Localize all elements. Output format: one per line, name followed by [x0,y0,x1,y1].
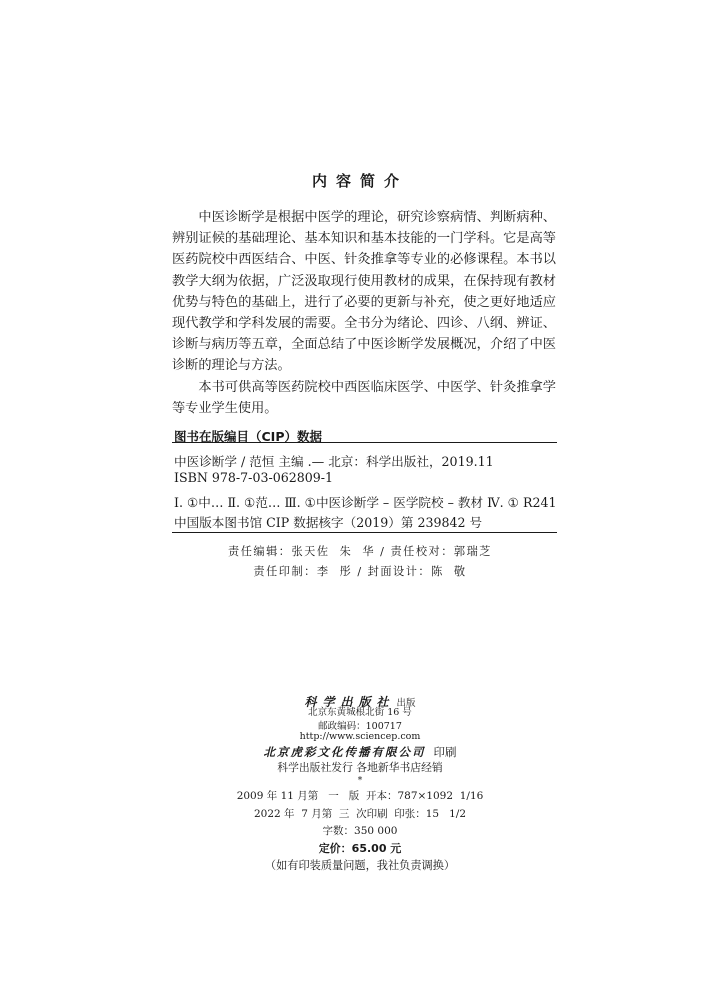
editor-credits: 责任编辑：张天佐 朱 华 / 责任校对：郭瑞芝 [228,545,492,558]
printing-line: 2022 年 7 月第 三 次印刷 印张：15 1/2 [253,808,467,820]
cip-line: 中医诊断学 / 范恒 主编 .— 北京：科学出版社，2019.11 [174,454,494,469]
cip-record-number: 中国版本图书馆 CIP 数据核字（2019）第 239842 号 [174,515,483,530]
cip-bottom-rule [172,532,557,533]
quality-notice: （如有印装质量问题，我社负责调换） [264,859,456,872]
cip-title: 图书在版编目（CIP）数据 [174,429,322,444]
publisher-url: http://www.sciencep.com [299,731,421,742]
summary-body [172,207,556,419]
cip-isbn: ISBN 978-7-03-062809-1 [174,470,334,485]
separator-star: * [357,776,363,786]
publisher-address: 北京东黄城根北街 16 号 [308,707,412,718]
printer-line [0,741,720,760]
printer-name: 北京虎彩文化传播有限公司 [263,745,426,759]
word-count: 字数：350 000 [322,825,398,837]
price: 定价：65.00 元 [318,842,402,855]
production-credits: 责任印制：李 彤 / 封面设计：陈 敬 [253,565,467,578]
summary-title: 内容简介 [311,172,408,190]
edition-line: 2009 年 11 月第 一 版 开本：787×1092 1/16 [236,790,484,802]
publisher-zip: 邮政编码：100717 [318,721,402,732]
summary-paragraph: 本书可供高等医药院校中西医临床医学、中医学、针灸推拿学等专业学生使用。 [172,379,556,416]
distribution-line: 科学出版社发行 各地新华书店经销 [277,761,443,774]
cip-classification: Ⅰ. ①中… Ⅱ. ①范… Ⅲ. ①中医诊断学 – 医学院校 – 教材 Ⅳ. ① R241 [174,495,557,510]
summary-paragraph: 中医诊断学是根据中医学的理论，研究诊察病情、判断病种、辨别证候的基础理论、基本知识和基本技能的一门学科。它是高等医药院校中西医结合、中医、针灸推拿等专业的必修课程。本书以教学大纲为依据，广泛汲取现行使用教材的成果，在保持现有教材优势与特色的基础上，进行了必要的更新与补充，使之更好地适应现代教学和学科发展的需要。全书分为绪论、四诊、八纲、辨证、诊断与病历等五章，全面总结了中医诊断学发展概况，介绍了中医诊断的理论与方法。 [172,210,556,374]
publisher-logo: 科学出版社 [304,695,395,709]
publisher-suffix: 出版 [396,698,416,709]
cip-top-rule [172,442,557,443]
printer-suffix: 印刷 [433,745,457,759]
